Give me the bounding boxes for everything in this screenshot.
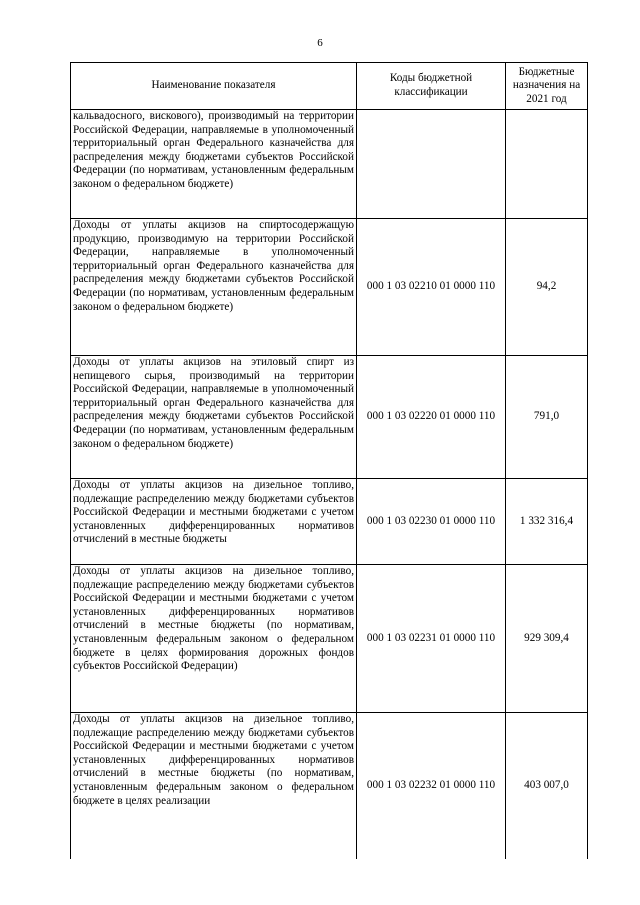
row-indicator-name: кальвадосного, вискового), производимый на территории Российской Федерации, направляемые в уполномоченный территориальный орган Федерального казначейства для распределения между бюджетами субъектов Российской Федерации (по нормативам, установленным федеральным законом о федеральном бюджете)	[71, 110, 357, 219]
row-budget-amount: 94,2	[506, 219, 588, 356]
table-row	[71, 479, 588, 565]
header-indicator-name: Наименование показателя	[71, 63, 357, 110]
row-indicator-name: Доходы от уплаты акцизов на дизельное топливо, подлежащие распределению между бюджетами субъектов Российской Федерации и местными бюджетами с учетом установленных дифференцированных нормативов отчислений в местные бюджеты (по нормативам, установленным федеральным законом о федеральном бюджете в целях формирования дорожных фондов субъектов Российской Федерации)	[71, 565, 357, 713]
row-budget-code: 000 1 03 02232 01 0000 110	[357, 713, 506, 859]
page-number: 6	[317, 37, 323, 49]
row-budget-amount	[506, 110, 588, 219]
row-indicator-name: Доходы от уплаты акцизов на дизельное топливо, подлежащие распределению между бюджетами субъектов Российской Федерации и местными бюджетами с учетом установленных дифференцированных нормативов отчислений в местные бюджеты (по нормативам, установленным федеральным законом о федеральном бюджете в целях реализации	[71, 713, 357, 859]
table-row	[71, 713, 588, 859]
row-indicator-name: Доходы от уплаты акцизов на дизельное топливо, подлежащие распределению между бюджетами субъектов Российской Федерации и местными бюджетами с учетом установленных дифференцированных нормативов отчислений в местные бюджеты	[71, 479, 357, 565]
budget-table	[70, 62, 588, 859]
row-indicator-name: Доходы от уплаты акцизов на спиртосодержащую продукцию, производимую на территории Российской Федерации, направляемые в уполномоченный территориальный орган Федерального казначейства для распределения между бюджетами субъектов Российской Федерации (по нормативам, установленным федеральным законом о федеральном бюджете)	[71, 219, 357, 356]
row-budget-code: 000 1 03 02231 01 0000 110	[357, 565, 506, 713]
row-budget-code	[357, 110, 506, 219]
row-budget-code: 000 1 03 02230 01 0000 110	[357, 479, 506, 565]
row-budget-code: 000 1 03 02220 01 0000 110	[357, 356, 506, 479]
table-row	[71, 356, 588, 479]
row-indicator-name: Доходы от уплаты акцизов на этиловый спирт из непищевого сырья, производимый на территории Российской Федерации, направляемые в уполномоченный территориальный орган Федерального казначейства для распределения между бюджетами субъектов Российской Федерации (по нормативам, установленным федеральным законом о федеральном бюджете)	[71, 356, 357, 479]
row-budget-amount: 1 332 316,4	[506, 479, 588, 565]
row-budget-code: 000 1 03 02210 01 0000 110	[357, 219, 506, 356]
row-budget-amount: 929 309,4	[506, 565, 588, 713]
table-row	[71, 219, 588, 356]
header-budget-codes: Коды бюджетной классификации	[357, 63, 506, 110]
table-header-row	[71, 63, 588, 110]
row-budget-amount: 403 007,0	[506, 713, 588, 859]
table-row	[71, 110, 588, 219]
table-row	[71, 565, 588, 713]
header-budget-amount: Бюджетные назначения на 2021 год	[506, 63, 588, 110]
row-budget-amount: 791,0	[506, 356, 588, 479]
